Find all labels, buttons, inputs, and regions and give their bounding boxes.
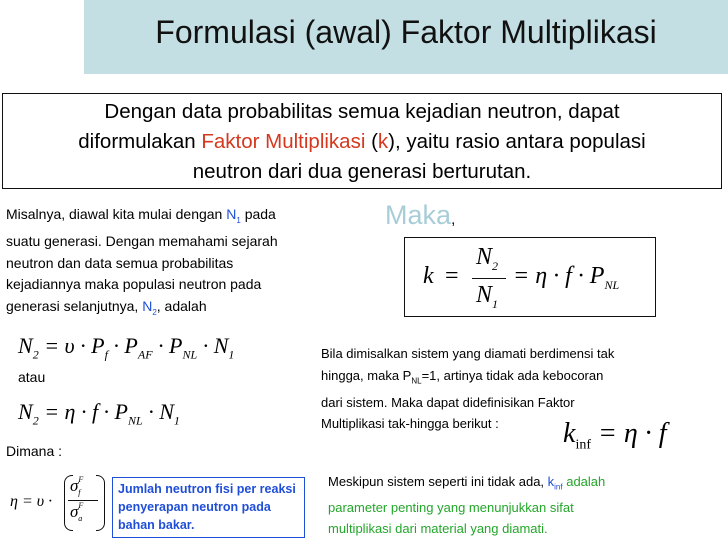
intro-box [2,93,722,189]
dimana-label: Dimana : [6,443,63,459]
equation-n2-full: $N_2 = \upsilon \cdot P_f \cdot P_{AF} \cdot P_{NL} \cdot N_1$ [18,333,235,362]
left-paragraph: Misalnya, diawal kita mulai dengan $N_1$ pada suatu generasi. Dengan memahami sejarah neutron dan data semua probabilitas kejadiannya maka populasi neutron pada generasi selanjutnya, $N_2$, adalah [6,206,278,317]
eta-definition: η = υ · $\sigma^F_f$ $\sigma^F_a$ [10,475,110,537]
term-k: k [377,130,389,153]
term-faktor-multiplikasi: Faktor Multiplikasi [201,130,366,153]
middle-paragraph: Bila dimisalkan sistem yang diamati berdimensi tak hingga, maka $P_{NL}=1$, artinya tidak ada kebocoran dari sistem. Maka dapat didefinisikan Faktor Multiplikasi tak-hingga berikut : [321,346,615,432]
equation-n2-short: $N_2 = \eta \cdot f \cdot P_{NL} \cdot N_1$ [18,399,180,428]
intro-line-2: diformulakan Faktor Multiplikasi (k), yaitu rasio antara populasi [78,130,646,153]
note-box: Jumlah neutron fisi per reaksi penyerapan neutron pada bahan bakar. [112,477,305,538]
intro-line-1: Dengan data probabilitas semua kejadian neutron, dapat [104,100,620,123]
bottom-paragraph: Meskipun sistem seperti ini tidak ada, $k_{inf}$ adalah parameter penting yang menunjukkan sifat multiplikasi dari material yang diamati. [328,474,606,536]
k-equation-box: k = $N_2$ $N_1$ = $\eta \cdot f \cdot P_{NL}$ [404,237,656,317]
intro-line-3: neutron dari dua generasi berturutan. [192,160,532,183]
kinf-equation: $k_{inf} = \eta \cdot f$ [563,418,667,453]
slide-title: Formulasi (awal) Faktor Multiplikasi [155,14,657,50]
atau-label: atau [18,369,46,385]
maka-label: Maka, [385,200,456,230]
